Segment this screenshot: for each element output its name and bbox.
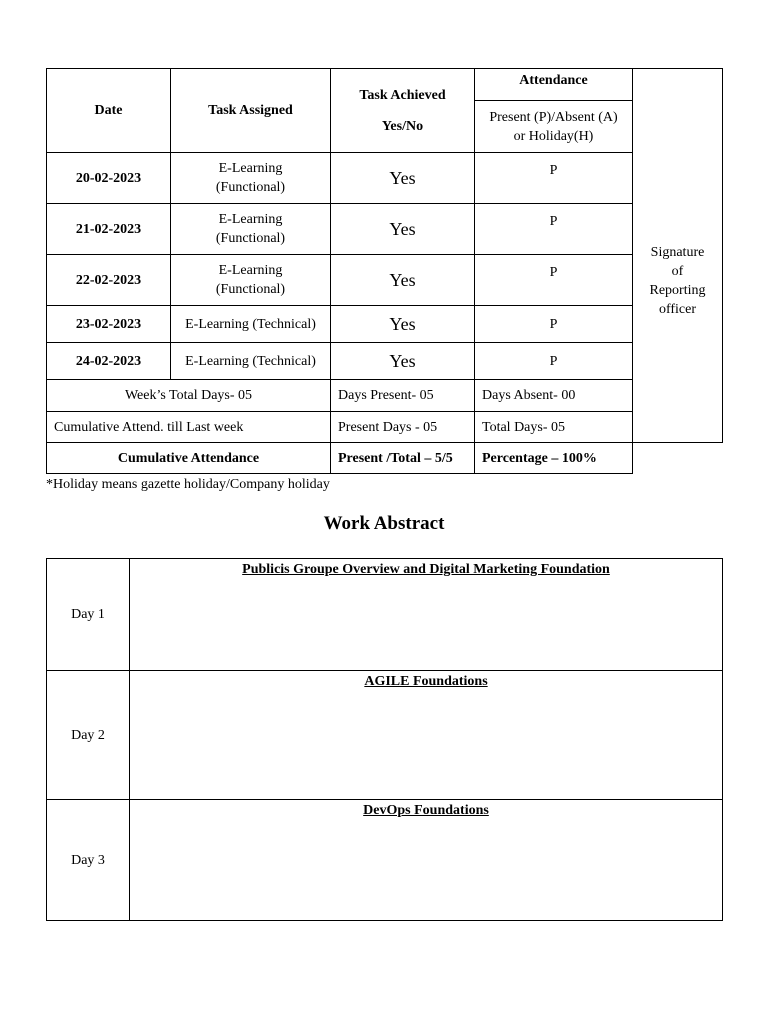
day-topic-cell (130, 671, 723, 800)
row-status: P (475, 204, 633, 255)
row-date: 24-02-2023 (47, 343, 171, 380)
signature-line4: officer (658, 301, 697, 317)
table-row (47, 306, 723, 343)
header-attendance-sub (475, 101, 633, 153)
day-label: Day 1 (47, 559, 130, 671)
table-row (47, 204, 723, 255)
row-date: 21-02-2023 (47, 204, 171, 255)
row-achieved: Yes (331, 204, 475, 255)
row-achieved: Yes (331, 343, 475, 380)
weeks-total-days: Week’s Total Days- 05 (47, 380, 331, 412)
signature-line2: of (671, 263, 684, 279)
summary-row-cumulative-last-week (47, 412, 723, 443)
work-abstract-title: Work Abstract (323, 513, 445, 534)
summary-row-cumulative (47, 443, 723, 474)
row-task-line2: (Functional) (215, 282, 286, 297)
total-days: Total Days- 05 (475, 412, 633, 443)
row-achieved: Yes (331, 255, 475, 306)
day-topic-cell (130, 800, 723, 921)
cumulative-last-week: Cumulative Attend. till Last week (47, 412, 331, 443)
table-row (47, 559, 723, 671)
header-task-achieved-line2: Yes/No (381, 118, 424, 134)
header-date: Date (47, 69, 171, 153)
row-achieved: Yes (331, 306, 475, 343)
table-row (47, 343, 723, 380)
header-attendance-sub-line1: Present (P)/Absent (A) (489, 109, 618, 125)
header-attendance-sub-line2: or Holiday(H) (513, 128, 594, 144)
day-topic-cell (130, 559, 723, 671)
row-status: P (475, 343, 633, 380)
row-task (171, 153, 331, 204)
table-row (47, 671, 723, 800)
signature-line1: Signature (650, 244, 705, 260)
summary-row-week (47, 380, 723, 412)
day-topic: Publicis Groupe Overview and Digital Marketing Foundation (242, 562, 610, 577)
row-task (171, 255, 331, 306)
days-present: Days Present- 05 (331, 380, 475, 412)
cumulative-attendance-label: Cumulative Attendance (47, 443, 331, 474)
present-total: Present /Total – 5/5 (331, 443, 475, 474)
table-row (47, 800, 723, 921)
day-label: Day 3 (47, 800, 130, 921)
row-task: E-Learning (Technical) (171, 306, 331, 343)
row-achieved: Yes (331, 153, 475, 204)
row-date: 23-02-2023 (47, 306, 171, 343)
row-status: P (475, 153, 633, 204)
attendance-table (46, 68, 723, 474)
present-days: Present Days - 05 (331, 412, 475, 443)
row-task-line2: (Functional) (215, 180, 286, 195)
row-status: P (475, 255, 633, 306)
row-date: 20-02-2023 (47, 153, 171, 204)
signature-line3: Reporting (649, 282, 706, 298)
holiday-note: *Holiday means gazette holiday/Company holiday (46, 477, 330, 492)
row-task-line1: E-Learning (218, 161, 283, 176)
header-task-achieved-line1: Task Achieved (359, 87, 446, 103)
days-absent: Days Absent- 00 (475, 380, 633, 412)
table-row (47, 153, 723, 204)
day-label: Day 2 (47, 671, 130, 800)
header-attendance: Attendance (475, 69, 633, 101)
row-task (171, 204, 331, 255)
header-task-assigned: Task Assigned (171, 69, 331, 153)
row-date: 22-02-2023 (47, 255, 171, 306)
row-task: E-Learning (Technical) (171, 343, 331, 380)
percentage: Percentage – 100% (475, 443, 633, 474)
day-topic: DevOps Foundations (363, 803, 489, 818)
row-task-line1: E-Learning (218, 263, 283, 278)
row-task-line2: (Functional) (215, 231, 286, 246)
work-abstract-table (46, 558, 723, 921)
table-row (47, 255, 723, 306)
day-topic: AGILE Foundations (364, 674, 488, 689)
signature-cell (633, 69, 723, 443)
header-task-achieved (331, 69, 475, 153)
row-task-line1: E-Learning (218, 212, 283, 227)
row-status: P (475, 306, 633, 343)
